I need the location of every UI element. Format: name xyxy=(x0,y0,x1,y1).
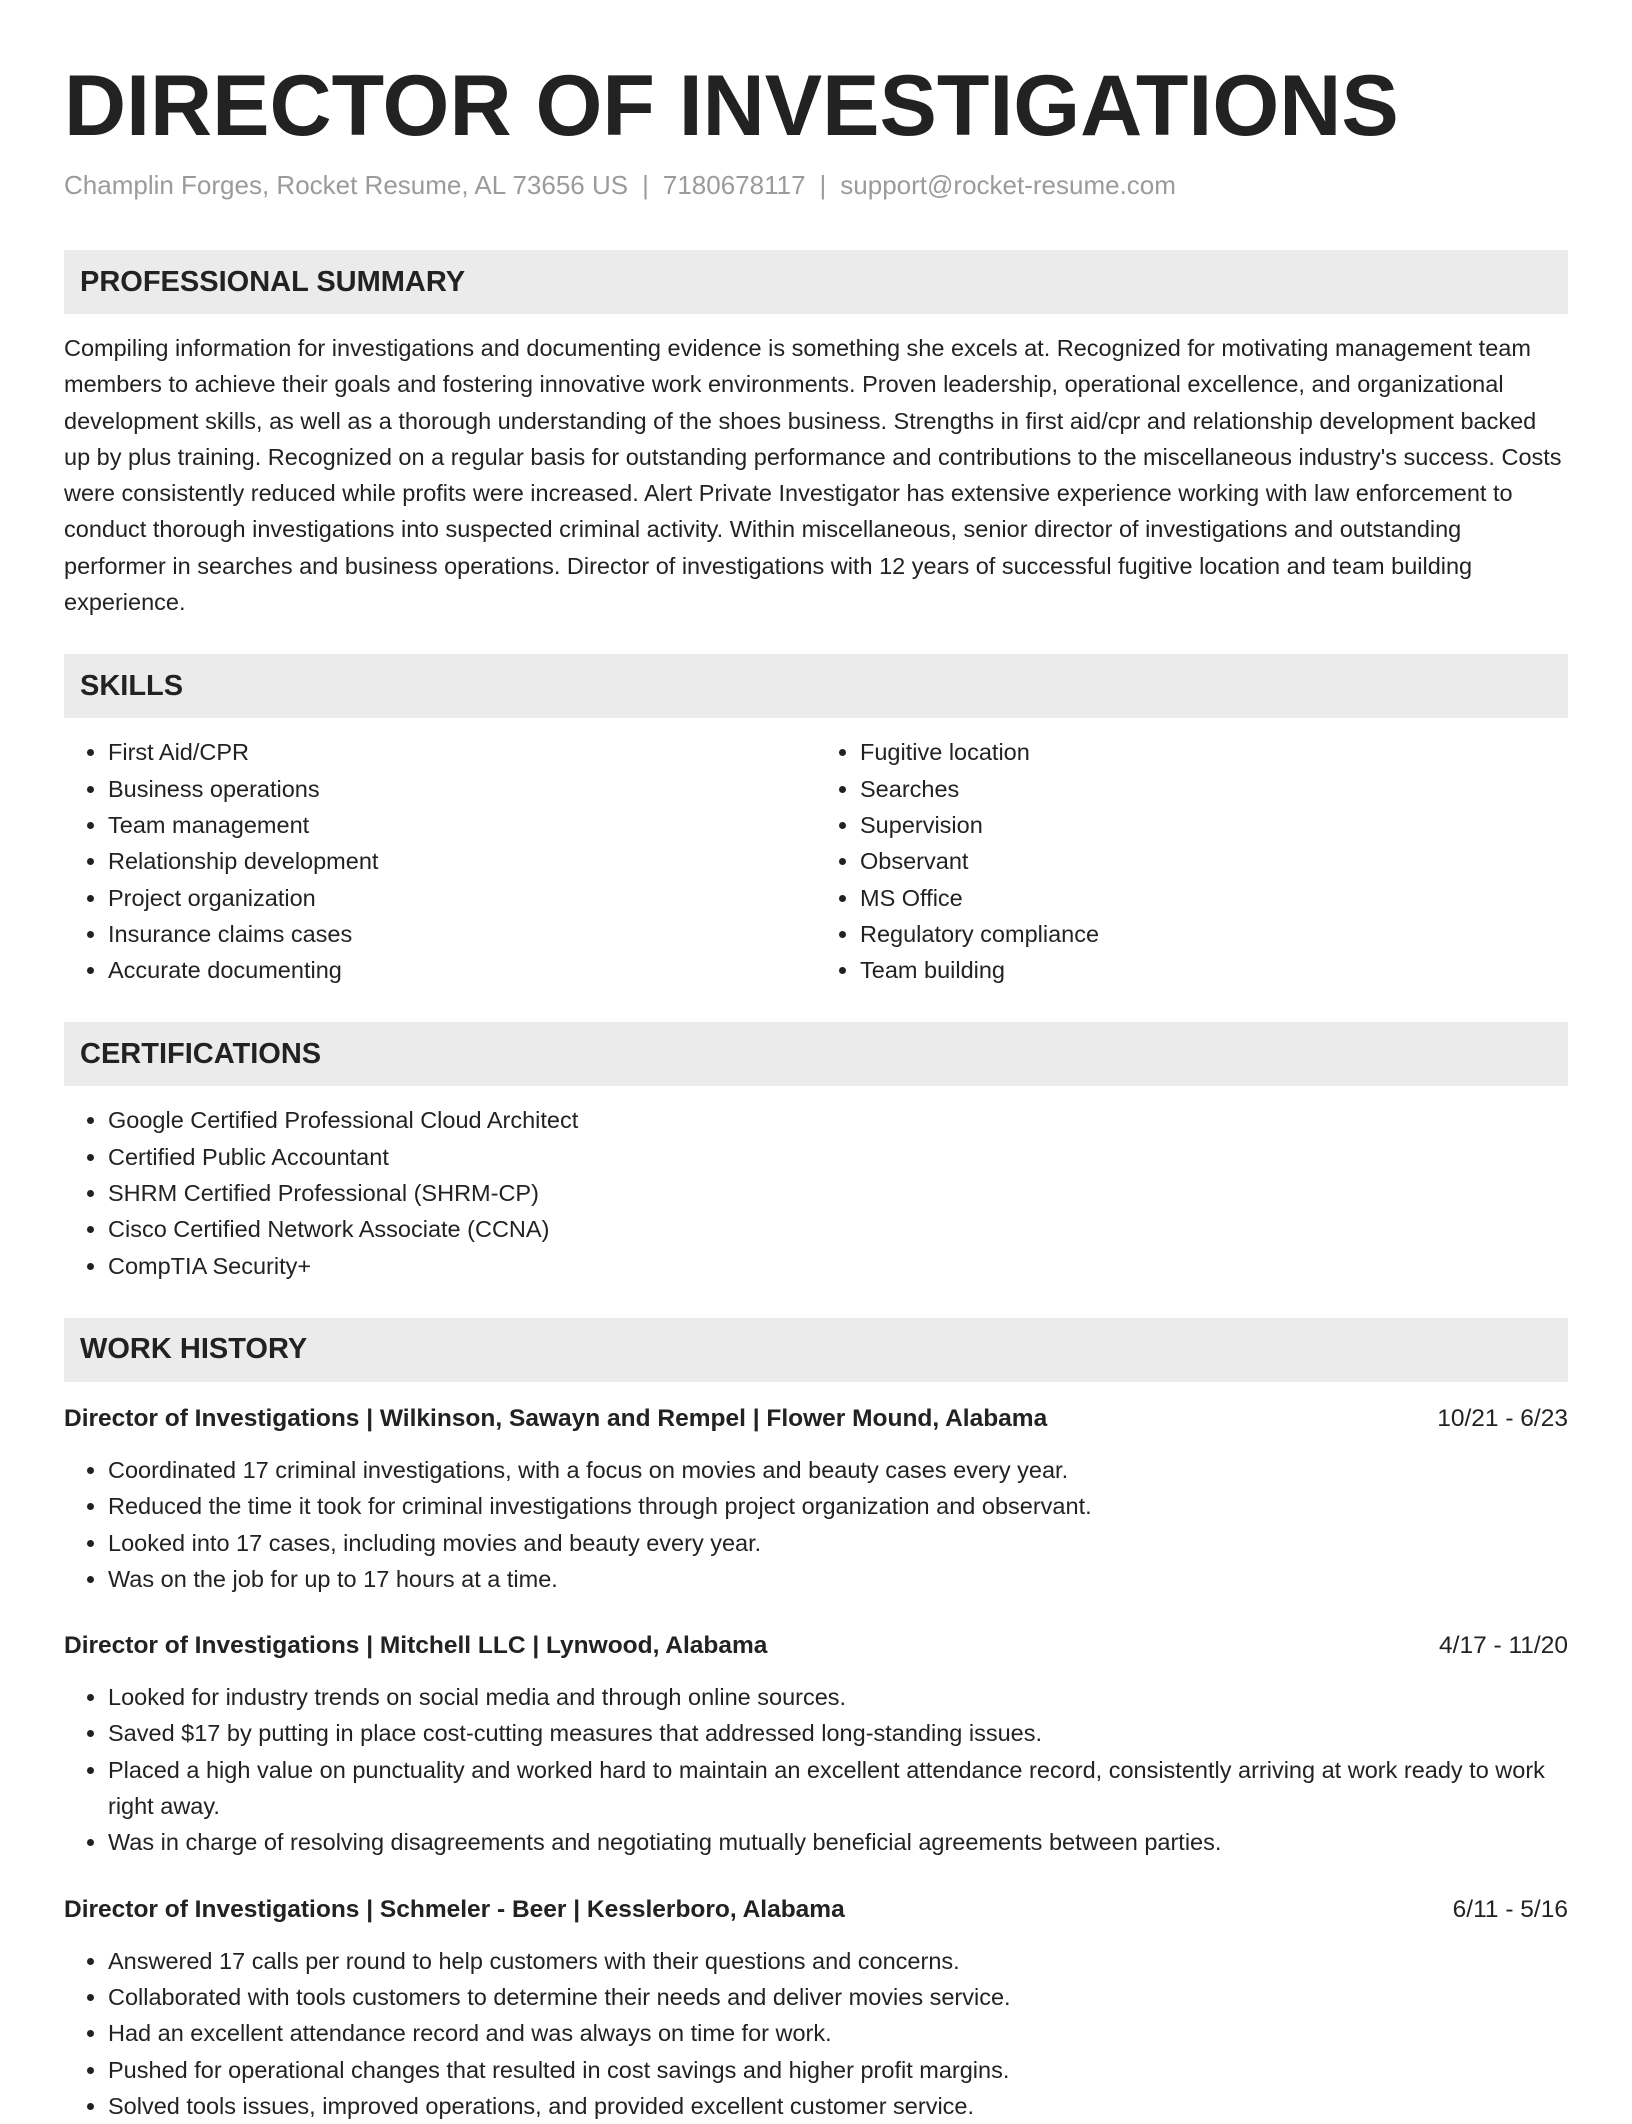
job-title: Director of Investigations | Wilkinson, Sawayn and Rempel | Flower Mound, Alabama xyxy=(64,1404,1048,1432)
contact-line xyxy=(64,168,1568,202)
skill-item: • MS Office xyxy=(860,880,1568,916)
job-bullet: • Solved tools issues, improved operations, and provided excellent customer service. xyxy=(108,2088,1568,2124)
skill-item: • Accurate documenting xyxy=(108,952,816,988)
certification-item: • Certified Public Accountant xyxy=(108,1139,1568,1175)
job-bullet: • Pushed for operational changes that resulted in cost savings and higher profit margins. xyxy=(108,2052,1568,2088)
summary-text: Compiling information for investigations and documenting evidence is something she excels at. Recognized for motivating management team members to achieve their goals and fostering innovative work environments. Proven leadership, operational excellence, and organizational development skills, as well as a thorough understanding of the shoes business. Strengths in first aid/cpr and relationship development backed up by plus training. Recognized on a regular basis for outstanding performance and contributions to the miscellaneous industry's success. Costs were consistently reduced while profits were increased. Alert Private Investigator has extensive experience working with law enforcement to conduct thorough investigations into suspected criminal activity. Within miscellaneous, senior director of investigations and outstanding performer in searches and business operations. Director of investigations with 12 years of successful fugitive location and team building experience. xyxy=(64,335,1562,616)
skill-item: • Insurance claims cases xyxy=(108,916,816,952)
job-bullet: • Had an excellent attendance record and was always on time for work. xyxy=(108,2015,1568,2051)
resume-title: DIRECTOR OF INVESTIGATIONS xyxy=(64,58,1399,154)
summary-heading: PROFESSIONAL SUMMARY xyxy=(64,250,1568,314)
job-bullet: • Placed a high value on punctuality and worked hard to maintain an excellent attendance record, consistently arriving at work ready to work right away. xyxy=(108,1752,1568,1825)
job-bullet: • Was in charge of resolving disagreements and negotiating mutually beneficial agreements between parties. xyxy=(108,1824,1568,1860)
job-header xyxy=(64,1893,1568,1927)
skills-left-list xyxy=(64,734,816,988)
skill-item: • Searches xyxy=(860,771,1568,807)
address: Champlin Forges, Rocket Resume, AL 73656 US xyxy=(64,170,629,200)
skill-item: • Supervision xyxy=(860,807,1568,843)
certification-item: • CompTIA Security+ xyxy=(108,1248,1568,1284)
job-entry xyxy=(64,1893,1568,2124)
job-header xyxy=(64,1629,1568,1663)
job-bullets xyxy=(64,1679,1568,1860)
skill-item: • Business operations xyxy=(108,771,816,807)
skill-item: • Fugitive location xyxy=(860,734,1568,770)
skills-columns xyxy=(64,734,1568,988)
job-bullet: • Looked into 17 cases, including movies and beauty every year. xyxy=(108,1525,1568,1561)
certification-item: • SHRM Certified Professional (SHRM-CP) xyxy=(108,1175,1568,1211)
job-dates: 4/17 - 11/20 xyxy=(1439,1632,1568,1660)
skill-item: • Project organization xyxy=(108,880,816,916)
certifications-list xyxy=(64,1102,1568,1283)
job-bullet: • Coordinated 17 criminal investigations, with a focus on movies and beauty cases every year. xyxy=(108,1452,1568,1488)
resume-page xyxy=(64,56,1568,2124)
phone: 7180678117 xyxy=(662,170,806,200)
job-bullets xyxy=(64,1452,1568,1597)
skill-item: • Team building xyxy=(860,952,1568,988)
job-header xyxy=(64,1402,1568,1436)
skill-item: • Regulatory compliance xyxy=(860,916,1568,952)
skill-item: • Relationship development xyxy=(108,843,816,879)
job-bullet: • Was on the job for up to 17 hours at a time. xyxy=(108,1561,1568,1597)
job-entry xyxy=(64,1402,1568,1597)
job-bullet: • Looked for industry trends on social media and through online sources. xyxy=(108,1679,1568,1715)
certifications-heading: CERTIFICATIONS xyxy=(64,1022,1568,1086)
skill-item: • Team management xyxy=(108,807,816,843)
skill-item: • First Aid/CPR xyxy=(108,734,816,770)
job-bullet: • Reduced the time it took for criminal investigations through project organization and observant. xyxy=(108,1488,1568,1524)
job-bullet: • Collaborated with tools customers to determine their needs and deliver movies service. xyxy=(108,1979,1568,2015)
work-history-heading: WORK HISTORY xyxy=(64,1318,1568,1382)
job-bullet: • Saved $17 by putting in place cost-cutting measures that addressed long-standing issues. xyxy=(108,1715,1568,1751)
certification-item: • Cisco Certified Network Associate (CCNA) xyxy=(108,1211,1568,1247)
skill-item: • Observant xyxy=(860,843,1568,879)
job-title: Director of Investigations | Schmeler - Beer | Kesslerboro, Alabama xyxy=(64,1895,845,1923)
email: support@rocket-resume.com xyxy=(840,170,1176,200)
certification-item: • Google Certified Professional Cloud Architect xyxy=(108,1102,1568,1138)
skills-right-list xyxy=(816,734,1568,988)
job-dates: 6/11 - 5/16 xyxy=(1452,1895,1568,1923)
job-entry xyxy=(64,1629,1568,1860)
job-bullet: • Answered 17 calls per round to help customers with their questions and concerns. xyxy=(108,1943,1568,1979)
job-title: Director of Investigations | Mitchell LLC | Lynwood, Alabama xyxy=(64,1632,768,1660)
job-dates: 10/21 - 6/23 xyxy=(1437,1404,1568,1432)
skills-heading: SKILLS xyxy=(64,654,1568,718)
separator: | xyxy=(642,170,649,200)
separator: | xyxy=(819,170,827,200)
job-bullets xyxy=(64,1943,1568,2124)
